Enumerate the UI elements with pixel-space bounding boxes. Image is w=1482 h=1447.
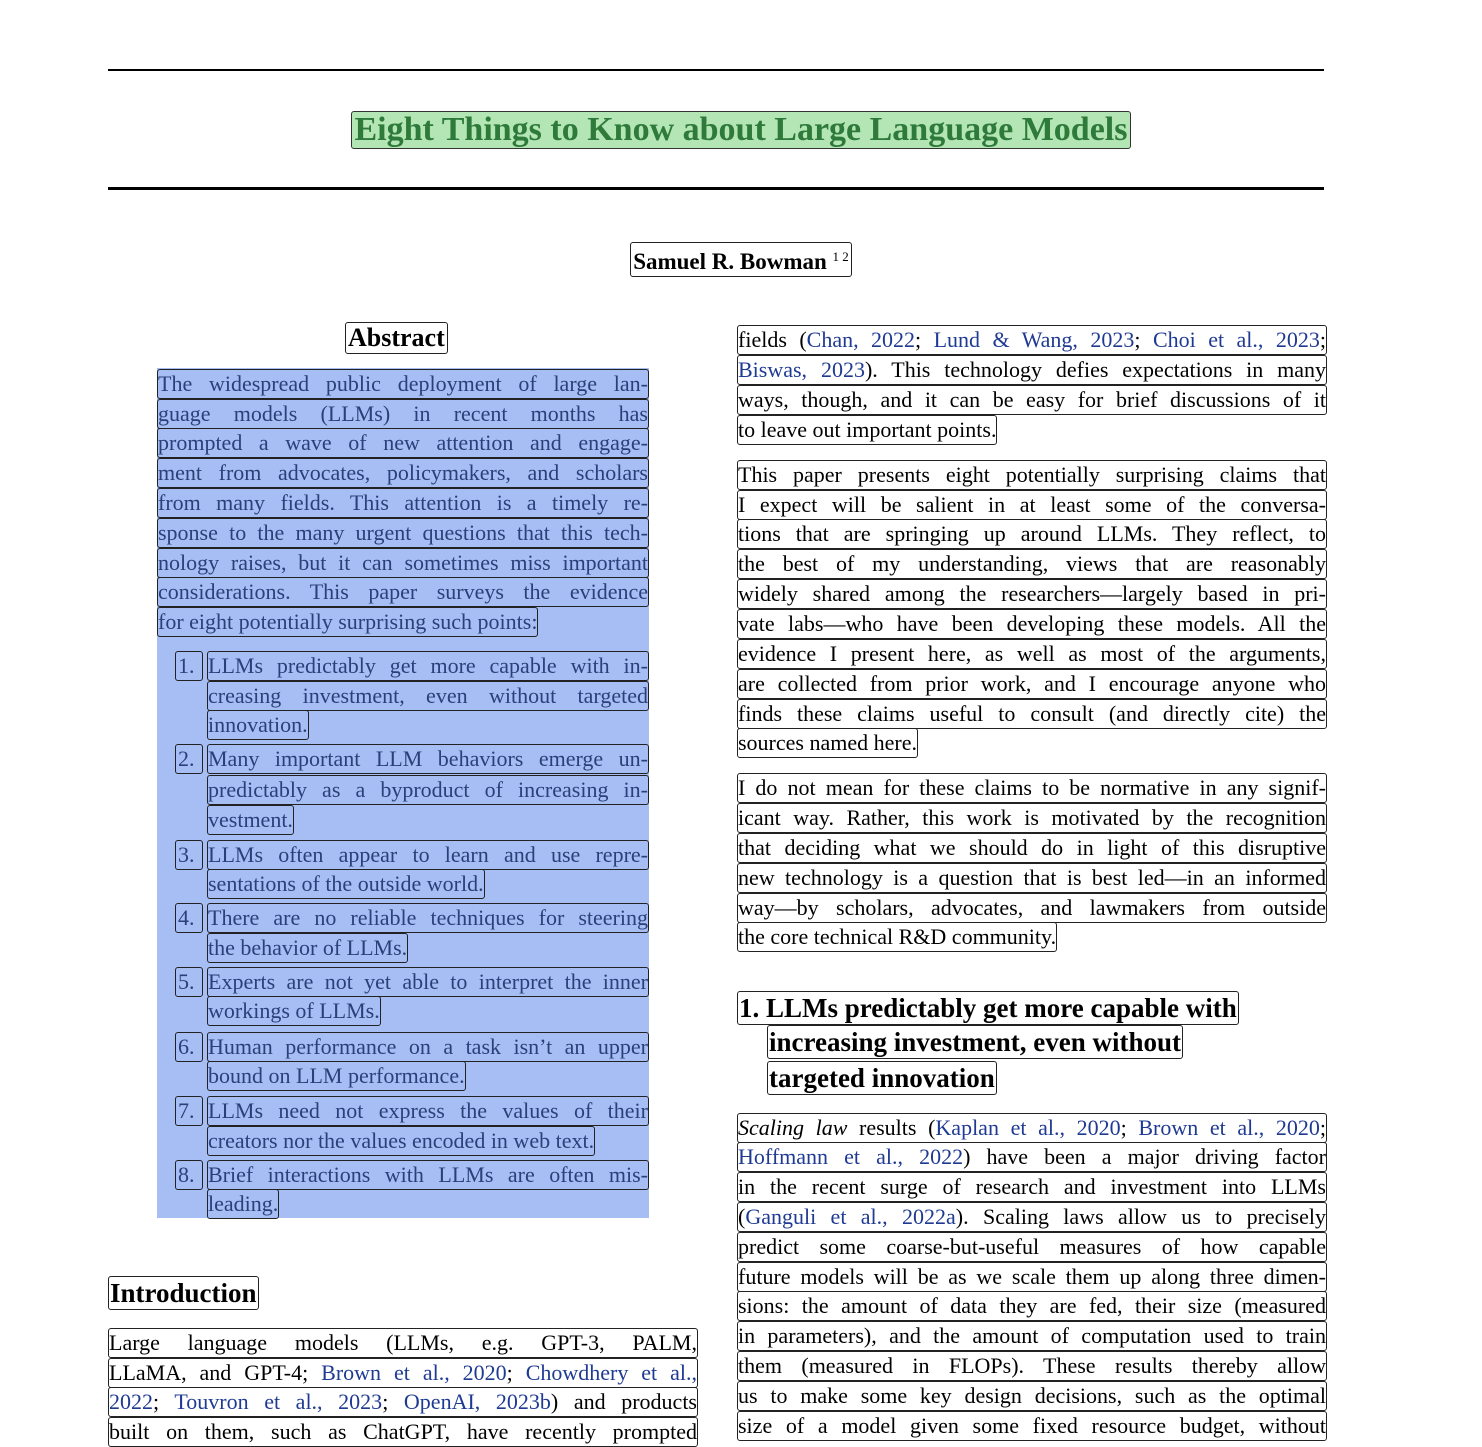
body-line: them (measured in FLOPs). These results thereby allow	[737, 1351, 1327, 1381]
introduction-heading: Introduction	[110, 1278, 257, 1308]
author-name	[630, 242, 852, 277]
body-line: icant way. Rather, this work is motivated by the recognition	[737, 803, 1327, 833]
abstract-line: prompted a wave of new attention and engage-	[157, 428, 649, 458]
citation-link[interactable]: Ganguli et al., 2022a	[745, 1204, 956, 1229]
top-rule	[108, 69, 1324, 71]
body-line: us to make some key design decisions, such as the optimal	[737, 1381, 1327, 1411]
body-line: (Ganguli et al., 2022a). Scaling laws allow us to precisely	[737, 1202, 1327, 1232]
body-line: sions: the amount of data they are fed, their size (measured	[737, 1291, 1327, 1321]
item-line: predictably as a byproduct of increasing in-	[207, 775, 649, 805]
item-line: vestment.	[207, 805, 294, 835]
body-line: I do not mean for these claims to be normative in any signif-	[737, 773, 1327, 803]
body-line: size of a model given some fixed resource budget, without	[737, 1411, 1327, 1441]
item-number: 2.	[175, 744, 203, 774]
body-line: that deciding what we should do in light of this disruptive	[737, 833, 1327, 863]
body-line: the best of my understanding, views that are reasonably	[737, 549, 1327, 579]
body-line: finds these claims useful to consult (and directly cite) the	[737, 699, 1327, 729]
citation-link[interactable]: Lund & Wang, 2023	[933, 327, 1135, 352]
citation-link[interactable]: Kaplan et al., 2020	[935, 1115, 1121, 1140]
item-line: LLMs often appear to learn and use repre-	[207, 840, 649, 870]
intro-line: LLaMA, and GPT-4; Brown et al., 2020; Chowdhery et al.,	[108, 1358, 698, 1388]
body-line: predict some coarse-but-useful measures of how capable	[737, 1232, 1327, 1262]
item-number: 7.	[175, 1096, 203, 1126]
abstract-line: from many fields. This attention is a timely re-	[157, 488, 649, 518]
citation-link[interactable]: OpenAI, 2023b	[403, 1389, 551, 1414]
body-line: widely shared among the researchers—largely based in pri-	[737, 579, 1327, 609]
author-affiliation: 1 2	[832, 249, 849, 264]
item-line: the behavior of LLMs.	[207, 933, 408, 963]
body-line: Scaling law results (Kaplan et al., 2020; Brown et al., 2020;	[737, 1113, 1327, 1143]
item-line: Many important LLM behaviors emerge un-	[207, 744, 649, 774]
item-line: LLMs predictably get more capable with in-	[207, 651, 649, 681]
bottom-rule	[108, 187, 1324, 190]
item-line: Brief interactions with LLMs are often mis-	[207, 1160, 649, 1190]
abstract-line: considerations. This paper surveys the evidence	[157, 577, 649, 607]
item-line: sentations of the outside world.	[207, 869, 485, 899]
body-line: sources named here.	[737, 728, 918, 758]
item-line: Human performance on a task isn’t an upper	[207, 1032, 649, 1062]
item-line: There are no reliable techniques for steering	[207, 903, 649, 933]
body-line: the core technical R&D community.	[737, 922, 1057, 952]
item-number: 1.	[175, 651, 203, 681]
body-line: vate labs—who have been developing these models. All the	[737, 609, 1327, 639]
citation-link[interactable]: Brown et al., 2020	[321, 1360, 507, 1385]
item-number: 5.	[175, 967, 203, 997]
citation-link[interactable]: Brown et al., 2020	[1138, 1115, 1320, 1140]
body-line: tions that are springing up around LLMs. They reflect, to	[737, 519, 1327, 549]
item-line: creators nor the values encoded in web text.	[207, 1126, 595, 1156]
citation-link[interactable]: Touvron et al., 2023	[174, 1389, 383, 1414]
author-block	[0, 242, 1482, 277]
body-line: in parameters), and the amount of computation used to train	[737, 1321, 1327, 1351]
body-line: This paper presents eight potentially surprising claims that	[737, 460, 1327, 490]
item-line: bound on LLM performance.	[207, 1061, 466, 1091]
body-line: future models will be as we scale them up along three dimen-	[737, 1262, 1327, 1292]
item-number: 3.	[175, 840, 203, 870]
intro-line: Large language models (LLMs, e.g. GPT-3, PALM,	[108, 1328, 698, 1358]
item-line: innovation.	[207, 710, 309, 740]
author-name-text: Samuel R. Bowman	[633, 249, 827, 274]
paper-title: Eight Things to Know about Large Language Models	[351, 111, 1130, 149]
item-line: Experts are not yet able to interpret the inner	[207, 967, 649, 997]
body-line: new technology is a question that is best led—in an informed	[737, 863, 1327, 893]
citation-link[interactable]: Biswas, 2023	[738, 357, 865, 382]
body-line: are collected from prior work, and I encourage anyone who	[737, 669, 1327, 699]
section-heading-line: LLMs predictably get more capable with	[766, 993, 1237, 1023]
item-number: 6.	[175, 1032, 203, 1062]
abstract-line: The widespread public deployment of large lan-	[157, 369, 649, 399]
item-line: creasing investment, even without targeted	[207, 681, 649, 711]
abstract-line: guage models (LLMs) in recent months has	[157, 399, 649, 429]
body-line: way—by scholars, advocates, and lawmakers from outside	[737, 893, 1327, 923]
item-line: workings of LLMs.	[207, 996, 381, 1026]
intro-line: built on them, such as ChatGPT, have recently prompted	[108, 1417, 698, 1447]
citation-link[interactable]: 2022	[109, 1389, 153, 1414]
section-heading-line: targeted innovation	[769, 1063, 995, 1093]
body-line: in the recent surge of research and investment into LLMs	[737, 1172, 1327, 1202]
abstract-line: ment from advocates, policymakers, and scholars	[157, 458, 649, 488]
citation-link[interactable]: Hoffmann et al., 2022	[738, 1144, 964, 1169]
abstract-heading: Abstract	[345, 322, 448, 354]
section-1-heading	[737, 991, 1239, 1025]
body-line: evidence I present here, as well as most of the arguments,	[737, 639, 1327, 669]
item-line: LLMs need not express the values of their	[207, 1096, 649, 1126]
item-number: 4.	[175, 903, 203, 933]
abstract-line: for eight potentially surprising such points:	[157, 607, 538, 637]
citation-link[interactable]: Choi et al., 2023	[1152, 327, 1320, 352]
body-line: ways, though, and it can be easy for brief discussions of it	[737, 385, 1327, 415]
section-number: 1.	[739, 993, 760, 1023]
intro-line: 2022; Touvron et al., 2023; OpenAI, 2023b) and products	[108, 1387, 698, 1417]
item-number: 8.	[175, 1160, 203, 1190]
section-heading-line: increasing investment, even without	[769, 1027, 1181, 1057]
abstract-line: nology raises, but it can sometimes miss important	[157, 548, 649, 578]
body-line: I expect will be salient in at least some of the conversa-	[737, 490, 1327, 520]
item-line: leading.	[207, 1189, 279, 1219]
body-line: to leave out important points.	[737, 415, 997, 445]
title-block	[0, 111, 1482, 149]
body-line: Hoffmann et al., 2022) have been a major driving factor	[737, 1142, 1327, 1172]
body-line: Biswas, 2023). This technology defies expectations in many	[737, 355, 1327, 385]
abstract-line: sponse to the many urgent questions that this tech-	[157, 518, 649, 548]
body-line: fields (Chan, 2022; Lund & Wang, 2023; Choi et al., 2023;	[737, 325, 1327, 355]
citation-link[interactable]: Chan, 2022	[806, 327, 916, 352]
citation-link[interactable]: Chowdhery et al.,	[525, 1360, 697, 1385]
